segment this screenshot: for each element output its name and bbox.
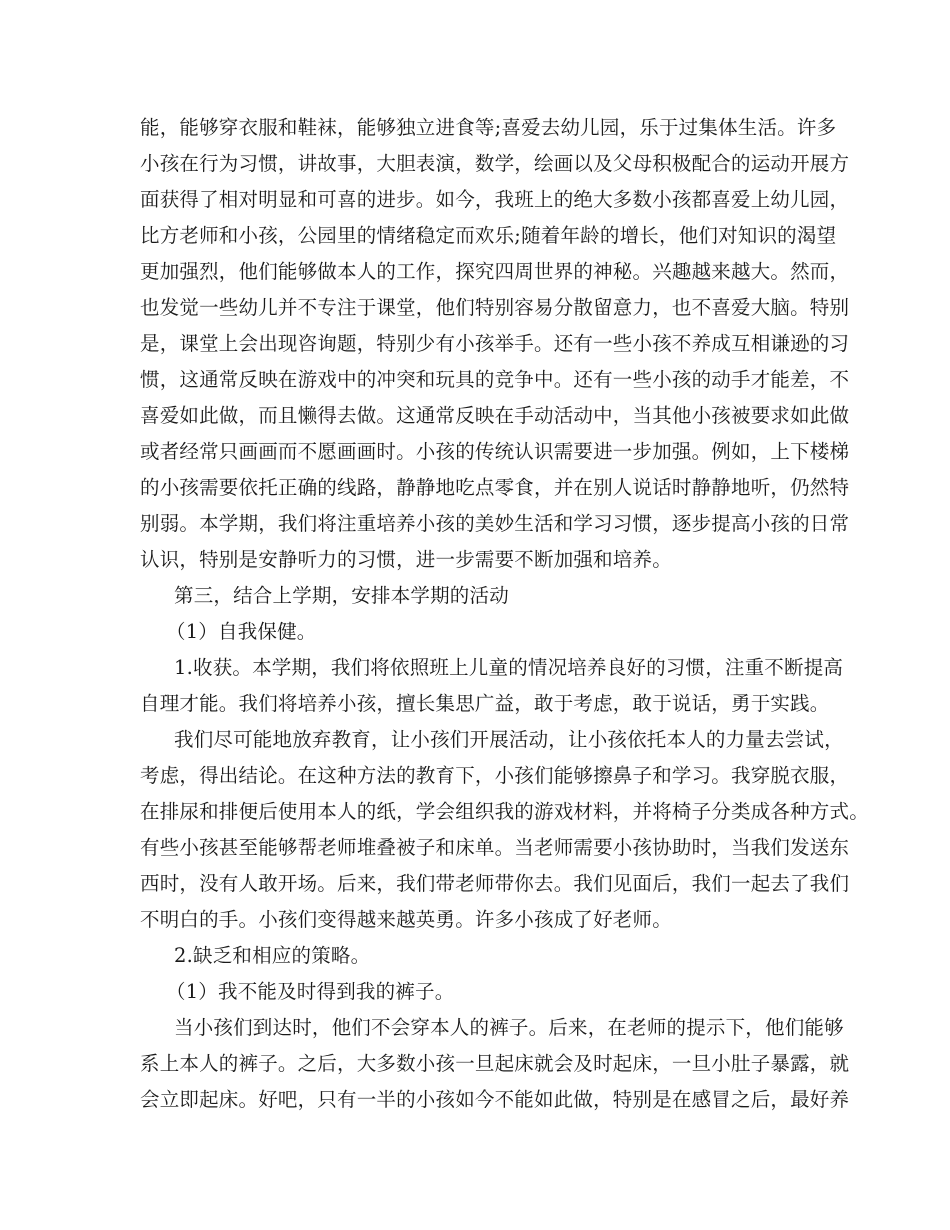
text-line: 面获得了相对明显和可喜的进步。如今，我班上的绝大多数小孩都喜爱上幼儿园， [140,188,850,211]
text-line: 更加强烈，他们能够做本人的工作，探究四周世界的神秘。兴趣越来越大。然而， [140,260,850,283]
text-line: 认识，特别是安静听力的习惯，进一步需要不断加强和培养。 [140,548,672,571]
section-heading: 第三，结合上学期，安排本学期的活动 [174,584,509,607]
document-body [140,110,869,1118]
subsection-heading: 2.缺乏和相应的策略。 [174,944,371,967]
subsection-heading: （1）自我保健。 [166,620,317,643]
text-line: 喜爱如此做，而且懒得去做。这通常反映在手动活动中，当其他小孩被要求如此做 [140,404,850,427]
text-line: 不明白的手。小孩们变得越来越英勇。许多小孩成了好老师。 [140,908,672,931]
text-line: 小孩在行为习惯，讲故事，大胆表演，数学，绘画以及父母积极配合的运动开展方 [140,152,850,175]
text-line: 西时，没有人敢开场。后来，我们带老师带你去。我们见面后，我们一起去了我们 [140,872,850,895]
text-line: 是，课堂上会出现咨询题，特别少有小孩举手。还有一些小孩不养成互相谦逊的习 [140,332,850,355]
text-line: 会立即起床。好吧，只有一半的小孩如今不能如此做，特别是在感冒之后，最好养 [140,1088,850,1111]
text-line: 或者经常只画画而不愿画画时。小孩的传统认识需要进一步加强。例如，上下楼梯 [140,440,850,463]
text-line: 当小孩们到达时，他们不会穿本人的裤子。后来，在老师的提示下，他们能够 [174,1016,844,1039]
text-line: 自理才能。我们将培养小孩，擅长集思广益，敢于考虑，敢于说话，勇于实践。 [140,692,830,715]
text-line: 能，能够穿衣服和鞋袜，能够独立进食等;喜爱去幼儿园，乐于过集体生活。许多 [140,116,837,139]
subsection-heading: （1）我不能及时得到我的裤子。 [166,980,455,1003]
text-line: 的小孩需要依托正确的线路，静静地吃点零食，并在别人说话时静静地听，仍然特 [140,476,850,499]
text-line: 有些小孩甚至能够帮老师堆叠被子和床单。当老师需要小孩协助时，当我们发送东 [140,836,850,859]
text-line: 考虑，得出结论。在这种方法的教育下，小孩们能够擦鼻子和学习。我穿脱衣服， [140,764,850,787]
text-line: 系上本人的裤子。之后，大多数小孩一旦起床就会及时起床，一旦小肚子暴露，就 [140,1052,850,1075]
text-line: 1.收获。本学期，我们将依照班上儿童的情况培养良好的习惯，注重不断提高 [174,656,844,679]
text-line: 比方老师和小孩，公园里的情绪稳定而欢乐;随着年龄的增长，他们对知识的渴望 [140,224,837,247]
text-line: 在排尿和排便后使用本人的纸，学会组织我的游戏材料，并将椅子分类成各种方式。 [140,800,869,823]
text-line: 也发觉一些幼儿并不专注于课堂，他们特别容易分散留意力，也不喜爱大脑。特别 [140,296,850,319]
text-line: 惯，这通常反映在游戏中的冲突和玩具的竞争中。还有一些小孩的动手才能差，不 [140,368,850,391]
text-line: 别弱。本学期，我们将注重培养小孩的美妙生活和学习习惯，逐步提高小孩的日常 [140,512,850,535]
text-line: 我们尽可能地放弃教育，让小孩们开展活动，让小孩依托本人的力量去尝试， [174,728,844,751]
